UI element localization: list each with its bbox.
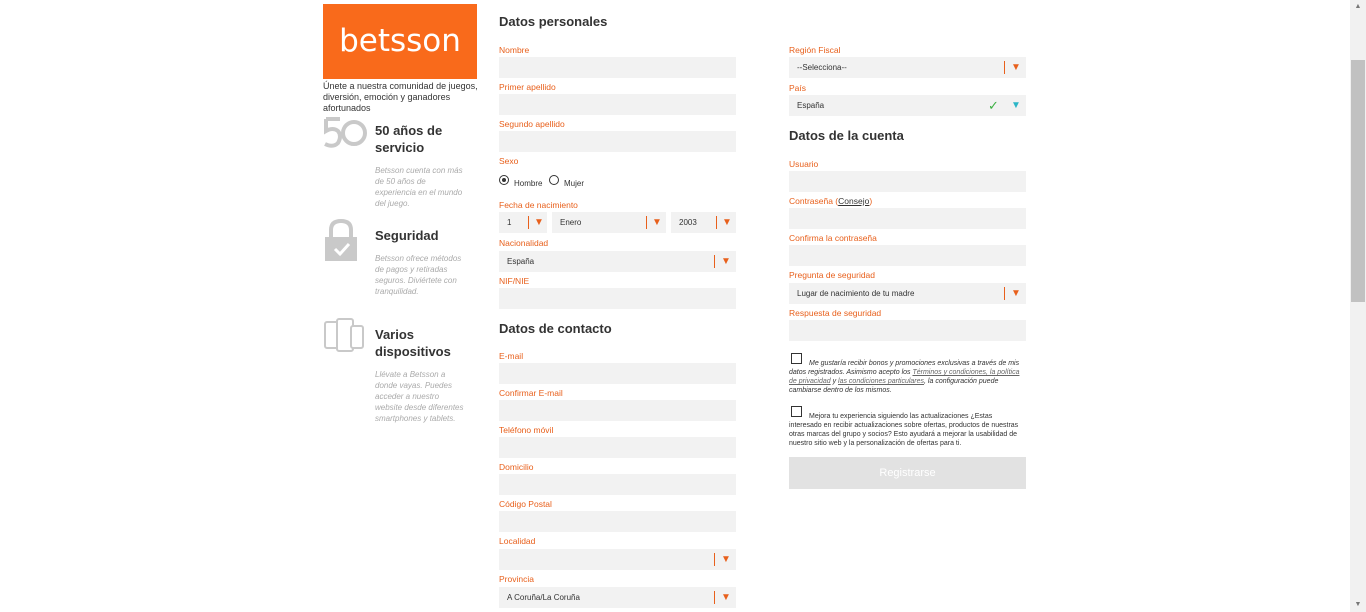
- nacionalidad-select[interactable]: [499, 251, 736, 272]
- fifty-years-icon: [323, 116, 367, 155]
- pregunta-select[interactable]: [789, 283, 1026, 304]
- radio-hombre[interactable]: [499, 175, 509, 185]
- feature-title: 50 años de servicio: [375, 123, 443, 155]
- anio-value: 2003: [679, 218, 697, 227]
- cp-label: Código Postal: [499, 499, 552, 509]
- cp-input[interactable]: [499, 511, 736, 532]
- chevron-down-icon: ▼: [721, 554, 731, 565]
- nombre-label: Nombre: [499, 45, 530, 55]
- feature-desc: Betsson cuenta con más de 50 años de experiencia en el mundo del juego.: [375, 166, 463, 208]
- updates-consent-text: Mejora tu experiencia siguiendo las actualizaciones ¿Estas interesado en recibir actualizaciones sobre ofertas, productos de nuestras otras marcas del grupo y socios? Esto ayudará a mejorar la usabilidad de nuestro sitio web y la personalización de ofertas para ti.: [789, 413, 1019, 447]
- mes-value: Enero: [560, 218, 582, 227]
- chevron-down-icon: ▼: [722, 217, 732, 228]
- scroll-up-icon[interactable]: ▲: [1354, 3, 1362, 10]
- domicilio-label: Domicilio: [499, 462, 534, 472]
- bonus-consent-text: Me gustaría recibir bonos y promociones exclusivas a través de mis datos registrados. Asimismo acepto los Términos y condiciones, la política de privacidad y las condiciones particulares, la configuración puede cambiarse dentro de los mismos.: [789, 360, 1020, 394]
- region-value: --Selecciona--: [797, 63, 847, 72]
- tagline: Únete a nuestra comunidad de juegos, diversión, emoción y ganadores afortunados: [323, 81, 478, 113]
- provincia-value: A Coruña/La Coruña: [507, 593, 580, 602]
- email-input[interactable]: [499, 363, 736, 384]
- terms-link[interactable]: Términos y condiciones, la política de privacidad: [789, 369, 1020, 385]
- dia-select[interactable]: [499, 212, 547, 233]
- radio-mujer[interactable]: [549, 175, 559, 185]
- email-confirm-input[interactable]: [499, 400, 736, 421]
- account-section-title: Datos de la cuenta: [789, 128, 904, 143]
- scroll-down-icon[interactable]: ▼: [1354, 601, 1362, 608]
- nif-label: NIF/NIE: [499, 276, 530, 286]
- feature-title: Seguridad: [375, 228, 439, 243]
- sexo-label: Sexo: [499, 156, 519, 166]
- feature-title: Varios dispositivos: [375, 327, 451, 359]
- feature-desc: Betsson ofrece métodos de pagos y retiradas seguros. Diviértete con tranquilidad.: [375, 254, 462, 296]
- pais-select[interactable]: [789, 95, 1026, 116]
- password-hint-link[interactable]: Consejo: [838, 196, 870, 206]
- apellido2-input[interactable]: [499, 131, 736, 152]
- apellido2-label: Segundo apellido: [499, 119, 565, 129]
- anio-select[interactable]: [671, 212, 736, 233]
- dia-value: 1: [507, 218, 512, 227]
- mes-select[interactable]: [552, 212, 666, 233]
- telefono-label: Teléfono móvil: [499, 425, 554, 435]
- chevron-down-icon: ▼: [1011, 100, 1021, 111]
- pregunta-value: Lugar de nacimiento de tu madre: [797, 289, 915, 298]
- pais-label: País: [789, 83, 807, 93]
- respuesta-label: Respuesta de seguridad: [789, 308, 882, 318]
- particular-conditions-link[interactable]: las condiciones particulares: [838, 378, 925, 385]
- nombre-input[interactable]: [499, 57, 736, 78]
- password-input[interactable]: [789, 208, 1026, 229]
- nif-input[interactable]: [499, 288, 736, 309]
- email-confirm-label: Confirmar E-mail: [499, 388, 563, 398]
- betsson-logo[interactable]: betsson: [323, 4, 477, 79]
- devices-icon: [323, 318, 365, 359]
- fecha-label: Fecha de nacimiento: [499, 200, 578, 210]
- usuario-label: Usuario: [789, 159, 819, 169]
- nacionalidad-value: España: [507, 257, 535, 266]
- provincia-select[interactable]: [499, 587, 736, 608]
- pregunta-label: Pregunta de seguridad: [789, 270, 876, 280]
- radio-mujer-label: Mujer: [564, 179, 585, 188]
- feature-desc: Llévate a Betsson a donde vayas. Puedes acceder a nuestro website desde diferentes smartphones y tablets.: [375, 370, 464, 423]
- check-icon: ✓: [988, 98, 999, 113]
- respuesta-input[interactable]: [789, 320, 1026, 341]
- apellido1-input[interactable]: [499, 94, 736, 115]
- chevron-down-icon: ▼: [652, 217, 662, 228]
- usuario-input[interactable]: [789, 171, 1026, 192]
- apellido1-label: Primer apellido: [499, 82, 556, 92]
- email-label: E-mail: [499, 351, 524, 361]
- provincia-label: Provincia: [499, 574, 534, 584]
- register-button[interactable]: Registrarse: [789, 457, 1026, 489]
- chevron-down-icon: ▼: [1011, 288, 1021, 299]
- password-confirm-input[interactable]: [789, 245, 1026, 266]
- chevron-down-icon: ▼: [721, 592, 731, 603]
- telefono-input[interactable]: [499, 437, 736, 458]
- lock-icon: [323, 218, 359, 267]
- password-label: Contraseña (Consejo): [789, 196, 873, 206]
- pais-value: España: [797, 101, 825, 110]
- chevron-down-icon: ▼: [721, 256, 731, 267]
- scrollbar-thumb[interactable]: [1351, 60, 1365, 302]
- chevron-down-icon: ▼: [534, 217, 544, 228]
- password-confirm-label: Confirma la contraseña: [789, 233, 877, 243]
- chevron-down-icon: ▼: [1011, 62, 1021, 73]
- contact-section-title: Datos de contacto: [499, 321, 612, 336]
- radio-hombre-label: Hombre: [514, 179, 543, 188]
- personal-section-title: Datos personales: [499, 14, 608, 29]
- nacionalidad-label: Nacionalidad: [499, 238, 549, 248]
- localidad-select[interactable]: [499, 549, 736, 570]
- localidad-label: Localidad: [499, 536, 536, 546]
- region-select[interactable]: [789, 57, 1026, 78]
- region-label: Región Fiscal: [789, 45, 841, 55]
- domicilio-input[interactable]: [499, 474, 736, 495]
